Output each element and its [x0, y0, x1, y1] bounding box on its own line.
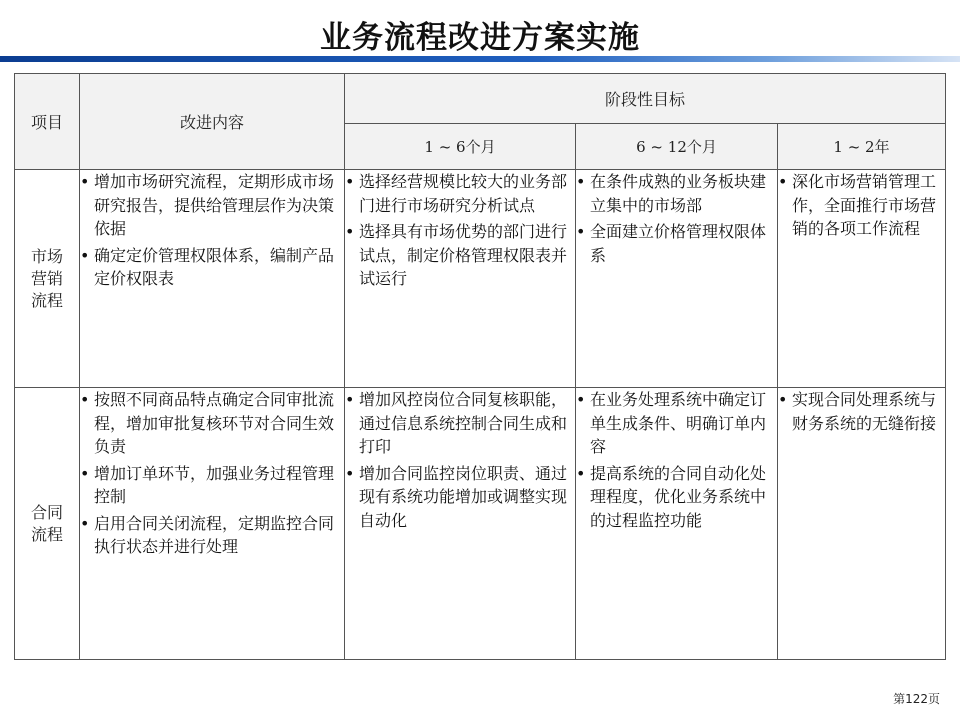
header-content: 改进内容 [80, 74, 345, 170]
list-item: • 在业务处理系统中确定订单生成条件、明确订单内容 [576, 388, 777, 459]
contract-stage3-cell [778, 388, 946, 660]
page-title: 业务流程改进方案实施 [320, 20, 640, 56]
header-stage-3: 1 ~ 2年 [778, 124, 946, 170]
list-item: • 深化市场营销管理工作，全面推行市场营销的各项工作流程 [778, 170, 945, 241]
header-row [15, 74, 946, 124]
row-label-line: 合同 [30, 502, 63, 522]
list-item: • 增加订单环节，加强业务过程管理控制 [80, 462, 344, 509]
row-label-line: 流程 [30, 290, 63, 310]
contract-content-cell [80, 388, 345, 660]
list-item: • 增加风控岗位合同复核职能，通过信息系统控制合同生成和打印 [345, 388, 575, 459]
title-divider [0, 56, 960, 62]
list-item: • 按照不同商品特点确定合同审批流程，增加审批复核环节对合同生效负责 [80, 388, 344, 459]
list-item: • 在条件成熟的业务板块建立集中的市场部 [576, 170, 777, 217]
improvement-plan-table [14, 73, 946, 660]
list-item: • 选择经营规模比较大的业务部门进行市场研究分析试点 [345, 170, 575, 217]
table-row-marketing [15, 170, 946, 388]
list-item: • 实现合同处理系统与财务系统的无缝衔接 [778, 388, 945, 435]
list-item: • 确定定价管理权限体系，编制产品定价权限表 [80, 244, 344, 291]
header-item: 项目 [15, 74, 80, 170]
header-stage-2: 6 ~ 12个月 [576, 124, 778, 170]
list-item: • 增加合同监控岗位职责、通过现有系统功能增加或调整实现自动化 [345, 462, 575, 533]
contract-stage2-cell [576, 388, 778, 660]
row-label-line: 流程 [30, 524, 63, 544]
row-label-contract [15, 388, 80, 660]
list-item: • 启用合同关闭流程，定期监控合同执行状态并进行处理 [80, 512, 344, 559]
list-item: • 提高系统的合同自动化处理程度，优化业务系统中的过程监控功能 [576, 462, 777, 533]
row-label-marketing [15, 170, 80, 388]
marketing-stage3-cell [778, 170, 946, 388]
marketing-stage1-cell [345, 170, 576, 388]
list-item: • 全面建立价格管理权限体系 [576, 220, 777, 267]
marketing-content-cell [80, 170, 345, 388]
contract-stage1-cell [345, 388, 576, 660]
row-label-line: 营销 [30, 268, 63, 288]
page-number: 第122页 [893, 692, 940, 706]
header-stage-1: 1 ~ 6个月 [345, 124, 576, 170]
list-item: • 选择具有市场优势的部门进行试点，制定价格管理权限表并试运行 [345, 220, 575, 291]
row-label-line: 市场 [30, 246, 63, 266]
header-goals: 阶段性目标 [345, 74, 946, 124]
table-row-contract [15, 388, 946, 660]
marketing-stage2-cell [576, 170, 778, 388]
list-item: • 增加市场研究流程，定期形成市场研究报告，提供给管理层作为决策依据 [80, 170, 344, 241]
